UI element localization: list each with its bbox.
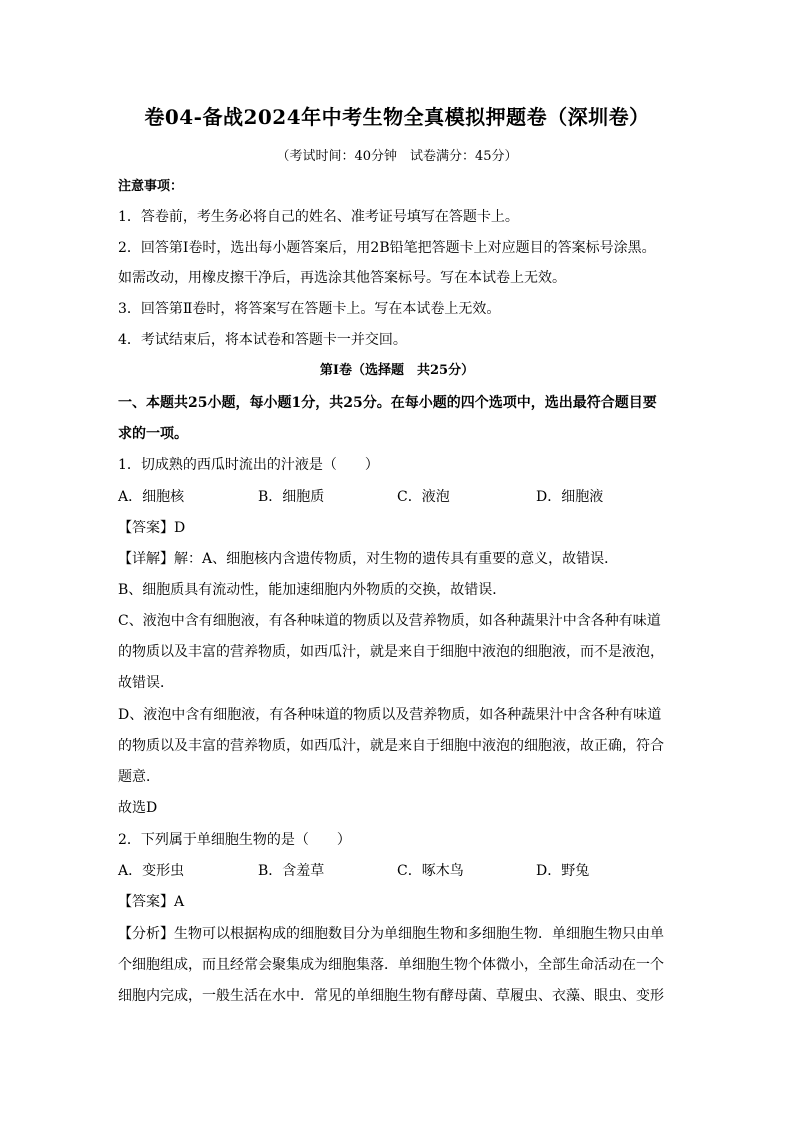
explanation-line: D、液泡中含有细胞液，有各种味道的物质以及营养物质，如各种蔬果汁中含各种有味道: [118, 707, 662, 723]
notice-item: 如需改动，用橡皮擦干净后，再选涂其他答案标号。写在本试卷上无效。: [118, 270, 566, 286]
option-c: C．液泡: [397, 489, 450, 505]
question-stem: 1．切成熟的西瓜时流出的汁液是（ ）: [118, 457, 379, 473]
option-a: A．细胞核: [118, 489, 185, 505]
section-instruction: 一、本题共25小题，每小题1分，共25分。在每小题的四个选项中，选出最符合题目要: [118, 395, 657, 411]
page-title: 卷04-备战2024年中考生物全真模拟押题卷（深圳卷）: [144, 105, 650, 129]
analysis-line: 细胞内完成，一般生活在水中．常见的单细胞生物有酵母菌、草履虫、衣藻、眼虫、变形: [118, 988, 664, 1004]
explanation-line: C、液泡中含有细胞液，有各种味道的物质以及营养物质，如各种蔬果汁中含各种有味道: [118, 613, 661, 629]
option-d: D．细胞液: [536, 489, 604, 505]
notice-item: 2．回答第Ⅰ卷时，选出每小题答案后，用2B铅笔把答题卡上对应题目的答案标号涂黑。: [118, 240, 656, 256]
option-c: C．啄木鸟: [397, 863, 464, 879]
notice-item: 1．答卷前，考生务必将自己的姓名、准考证号填写在答题卡上。: [118, 209, 519, 225]
option-d: D．野兔: [536, 863, 590, 879]
section-instruction: 求的一项。: [118, 426, 188, 442]
explanation-line: 【详解】解：A、细胞核内含遗传物质，对生物的遗传具有重要的意义，故错误．: [118, 551, 619, 567]
option-b: B．含羞草: [258, 863, 325, 879]
question-stem: 2．下列属于单细胞生物的是（ ）: [118, 832, 351, 848]
answer-line: 【答案】A: [118, 894, 185, 910]
notice-heading: 注意事项：: [118, 179, 184, 194]
explanation-line: 的物质以及丰富的营养物质，如西瓜汁，就是来自于细胞中液泡的细胞液，而不是液泡，: [118, 644, 664, 660]
explanation-line: 题意．: [118, 769, 160, 785]
option-b: B．细胞质: [258, 489, 325, 505]
explanation-line: 故选D: [118, 800, 158, 816]
explanation-line: B、细胞质具有流动性，能加速细胞内外物质的交换，故错误．: [118, 582, 507, 598]
section-title: 第Ⅰ卷（选择题 共25分）: [319, 363, 475, 378]
notice-item: 4．考试结束后，将本试卷和答题卡一并交回。: [118, 332, 407, 348]
analysis-line: 个细胞组成，而且经常会聚集成为细胞集落．单细胞生物个体微小，全部生命活动在一个: [118, 957, 664, 973]
notice-item: 3．回答第Ⅱ卷时，将答案写在答题卡上。写在本试卷上无效。: [118, 301, 501, 317]
explanation-line: 故错误．: [118, 675, 174, 691]
exam-info: （考试时间：40分钟 试卷满分：45分）: [276, 149, 518, 164]
explanation-line: 的物质以及丰富的营养物质，如西瓜汁，就是来自于细胞中液泡的细胞液，故正确，符合: [118, 738, 664, 754]
answer-line: 【答案】D: [118, 520, 186, 536]
option-a: A．变形虫: [118, 863, 185, 879]
analysis-line: 【分析】生物可以根据构成的细胞数目分为单细胞生物和多细胞生物．单细胞生物只由单: [118, 926, 664, 942]
